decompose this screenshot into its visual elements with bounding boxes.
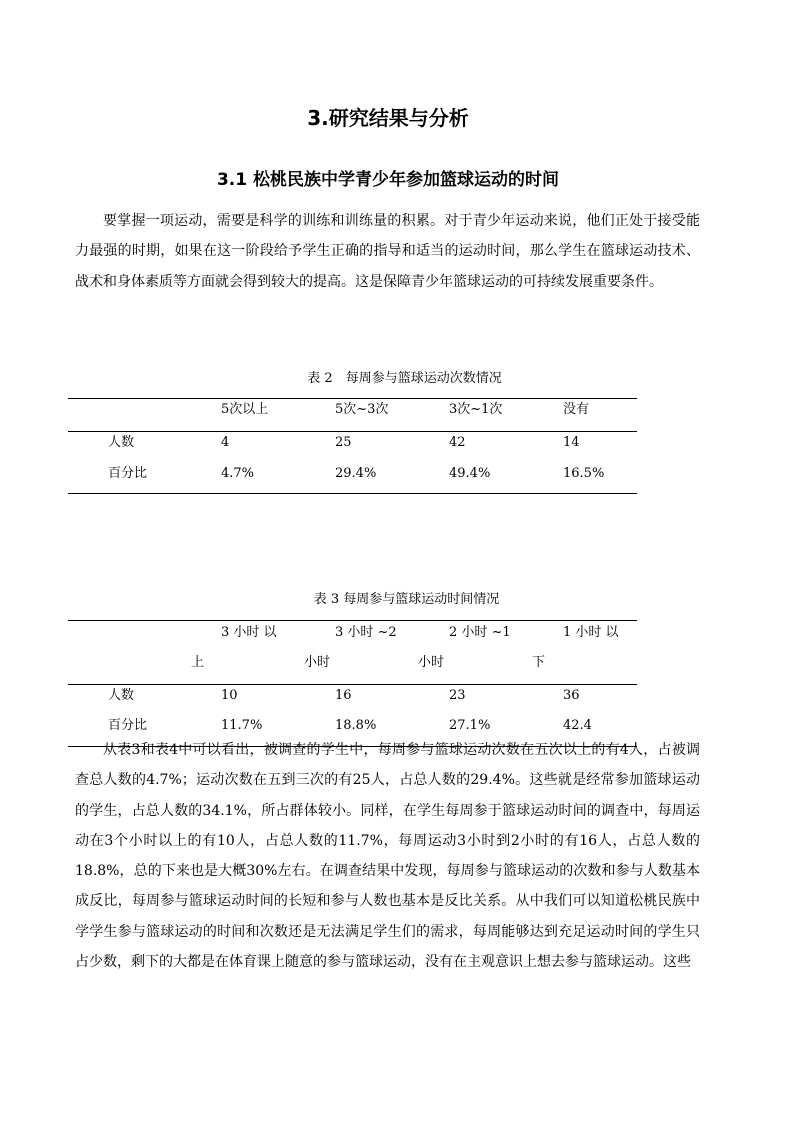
table2-bottom-rule (68, 493, 637, 494)
table3-header-cell: 1 小时 以 (563, 625, 619, 640)
table2-row-label: 百分比 (108, 466, 148, 481)
table3-cell: 23 (449, 688, 466, 703)
table2-header-cell: 3次~1次 (449, 402, 503, 417)
table3-header-cell-wrap: 小时 (304, 655, 331, 670)
analysis-paragraph: 从表3和表4中可以看出，被调查的学生中，每周参与篮球运动次数在五次以上的有4人，占被调查总人数的4.7%；运动次数在五到三次的有25人，占总人数的29.4%。这些就是经常参加篮球运动的学生，占总人数的34.1%，所占群体较小。同样，在学生每周参于篮球运动时间的调查中，每周运动在3个小时以上的有10人，占总人数的11.7%，每周运动3小时到2小时的有16人，占总人数的18.8%，总的下来也是大概30%左右。在调查结果中发现，每周参与篮球运动的次数和参与人数基本成反比，每周参与篮球运动时间的长短和参与人数也基本是反比关系。从中我们可以知道松桃民族中学学生参与篮球运动的时间和次数还是无法满足学生们的需求，每周能够达到充足运动时间的学生只占少数，剩下的大都是在体育课上随意的参与篮球运动，没有在主观意识上想去参与篮球运动。这些 (75, 742, 700, 971)
table3-header-cell: 3 小时 ~2 (335, 625, 397, 640)
table3-header-cell-wrap: 上 (191, 655, 205, 670)
section-title: 3.研究结果与分析 (307, 106, 469, 130)
table3-caption: 表 3 每周参与篮球运动时间情况 (313, 592, 500, 607)
table2-cell: 16.5% (563, 466, 605, 481)
table3-header-cell: 2 小时 ~1 (449, 625, 511, 640)
table2-cell: 49.4% (449, 466, 491, 481)
table2-header-cell: 5次~3次 (335, 402, 389, 417)
table3-top-rule (68, 620, 637, 621)
table2-row-label: 人数 (108, 435, 135, 450)
table3-cell: 36 (563, 688, 580, 703)
subsection-title: 3.1 松桃民族中学青少年参加篮球运动的时间 (216, 170, 560, 190)
table2-cell: 25 (335, 435, 352, 450)
table2-top-rule (68, 398, 637, 399)
table3-cell: 18.8% (335, 718, 377, 733)
table2-cell: 4 (221, 435, 230, 450)
table2-cell: 42 (449, 435, 466, 450)
table2-header-rule (68, 431, 637, 432)
table3-header-cell-wrap: 小时 (418, 655, 445, 670)
table2-cell: 4.7% (221, 466, 255, 481)
table2-cell: 29.4% (335, 466, 377, 481)
table3-cell: 11.7% (221, 718, 263, 733)
table2-cell: 14 (563, 435, 580, 450)
intro-paragraph: 要掌握一项运动，需要是科学的训练和训练量的积累。对于青少年运动来说，他们正处于接受能力最强的时期，如果在这一阶段给予学生正确的指导和适当的运动时间，那么学生在篮球运动技术、战术和身体素质等方面就会得到较大的提高。这是保障青少年篮球运动的可持续发展重要条件。 (75, 213, 700, 290)
table3-cell: 16 (335, 688, 352, 703)
table3-row-label: 人数 (108, 688, 135, 703)
table3-header-rule (68, 684, 637, 685)
table3-cell: 42.4 (563, 718, 592, 733)
table2-caption: 表 2 每周参与篮球运动次数情况 (307, 371, 502, 386)
table3-cell: 10 (221, 688, 238, 703)
table2-header-cell: 5次以上 (221, 402, 269, 417)
table3-row-label: 百分比 (108, 718, 148, 733)
table2-header-cell: 没有 (563, 402, 590, 417)
table3-header-cell: 3 小时 以 (221, 625, 277, 640)
table3-cell: 27.1% (449, 718, 491, 733)
table3-header-cell-wrap: 下 (532, 655, 546, 670)
